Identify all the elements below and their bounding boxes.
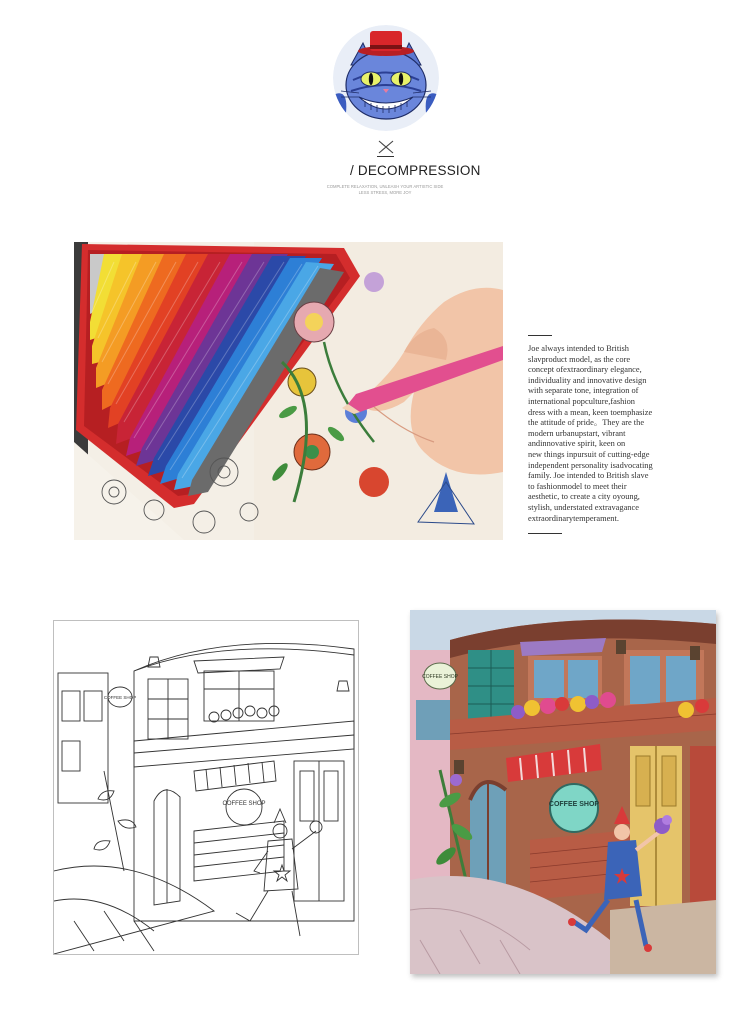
cross-icon	[376, 137, 396, 157]
paragraph-line: modern urbanupstart, vibrant	[528, 428, 626, 438]
lineart-side-sign: COFFEE SHOP	[103, 695, 137, 700]
paragraph-line: individuality and innovative design	[528, 375, 647, 385]
paragraph-line: andinnovative spirit, keen on	[528, 439, 626, 449]
coffee-shop-colored-image	[410, 610, 716, 974]
cheshire-cat-logo-icon	[333, 25, 439, 131]
paragraph-line: aesthetic, to create a city oyoung,	[528, 492, 640, 502]
paragraph-top-rule	[528, 335, 552, 336]
description-paragraph	[528, 344, 688, 524]
paragraph-line: family. Joe intended to British slave	[528, 471, 649, 481]
paragraph-line: with separate tone, integration of	[528, 386, 639, 396]
paragraph-line: Joe always intended to British	[528, 344, 629, 353]
paragraph-line: stylish, understated extravagance	[528, 502, 639, 512]
title-divider	[377, 156, 394, 157]
paragraph-bottom-rule	[528, 533, 562, 534]
tagline	[300, 184, 470, 195]
paragraph-line: new things inpursuit of cutting-edge	[528, 449, 650, 459]
page-title: / DECOMPRESSION	[350, 163, 481, 178]
paragraph-line: the attitude of pride。They are the	[528, 418, 645, 428]
tagline-line-2: LESS STRESS, MORE JOY	[358, 189, 412, 195]
paragraph-line: to fashionmodel to meet their	[528, 481, 627, 491]
colored-side-sign: COFFEE SHOP	[422, 674, 458, 680]
paragraph-line: independent personality isadvocating	[528, 460, 653, 470]
paragraph-line: concept ofextraordinary elegance,	[528, 365, 642, 375]
lineart-coffee-sign: COFFEE SHOP	[222, 801, 266, 807]
paragraph-line: extraordinarytemperament.	[528, 513, 619, 523]
coloring-pencils-photo	[74, 242, 503, 540]
paragraph-line: slavproduct model, as the core	[528, 354, 631, 364]
paragraph-line: international popculture,fashion	[528, 396, 635, 406]
colored-coffee-sign: COFFEE SHOP	[548, 801, 600, 808]
paragraph-line: dress with a mean, keen toemphasize	[528, 407, 653, 417]
coffee-shop-line-art-image	[53, 620, 359, 955]
tagline-line-1: COMPLETE RELAXATION, UNLEASH YOUR ARTISTIC SIDE	[326, 184, 444, 189]
